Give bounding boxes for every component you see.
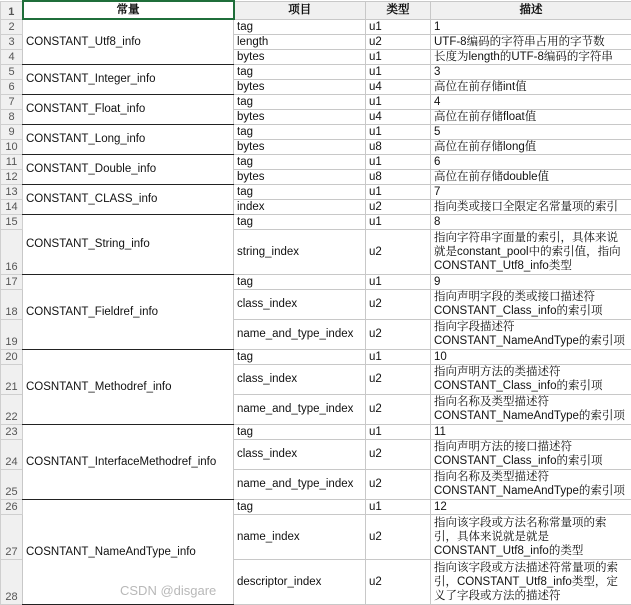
- type-cell[interactable]: u2: [366, 469, 431, 499]
- item-cell[interactable]: tag: [234, 274, 366, 289]
- description-cell[interactable]: 高位在前存储int值: [431, 79, 631, 94]
- description-cell[interactable]: 5: [431, 124, 631, 139]
- item-cell[interactable]: name_and_type_index: [234, 469, 366, 499]
- description-cell[interactable]: 指向名称及类型描述符CONSTANT_NameAndType的索引项: [431, 394, 631, 424]
- row-number[interactable]: 12: [1, 169, 23, 184]
- type-cell[interactable]: u2: [366, 439, 431, 469]
- description-cell[interactable]: UTF-8编码的字符串占用的字节数: [431, 34, 631, 49]
- table-row: [1, 19, 631, 34]
- description-cell[interactable]: 高位在前存储float值: [431, 109, 631, 124]
- type-cell[interactable]: u1: [366, 154, 431, 169]
- item-cell[interactable]: tag: [234, 184, 366, 199]
- item-cell[interactable]: tag: [234, 424, 366, 439]
- type-cell[interactable]: u1: [366, 64, 431, 79]
- type-cell[interactable]: u1: [366, 19, 431, 34]
- type-cell[interactable]: u2: [366, 559, 431, 604]
- description-cell[interactable]: 11: [431, 424, 631, 439]
- row-number[interactable]: 16: [1, 229, 23, 274]
- row-number[interactable]: 10: [1, 139, 23, 154]
- watermark: CSDN @disgare: [120, 583, 217, 598]
- type-cell[interactable]: u2: [366, 514, 431, 559]
- table-row: [1, 499, 631, 514]
- row-number[interactable]: 20: [1, 349, 23, 364]
- type-cell[interactable]: u2: [366, 394, 431, 424]
- description-cell[interactable]: 6: [431, 154, 631, 169]
- item-cell[interactable]: name_index: [234, 514, 366, 559]
- description-cell[interactable]: 4: [431, 94, 631, 109]
- row-number[interactable]: 5: [1, 64, 23, 79]
- type-cell[interactable]: u2: [366, 364, 431, 394]
- type-cell[interactable]: u1: [366, 184, 431, 199]
- header-cell-description[interactable]: 描述: [431, 1, 631, 19]
- item-cell[interactable]: index: [234, 199, 366, 214]
- description-cell[interactable]: 9: [431, 274, 631, 289]
- header-cell-item[interactable]: 项目: [234, 1, 366, 19]
- table-row: [1, 274, 631, 289]
- description-cell[interactable]: 指向声明方法的类描述符CONSTANT_Class_info的索引项: [431, 364, 631, 394]
- table-row: [1, 424, 631, 439]
- constant-name-cell[interactable]: COSNTANT_Methodref_info: [23, 349, 234, 424]
- constant-name-cell[interactable]: COSNTANT_NameAndType_info: [23, 499, 234, 604]
- description-cell[interactable]: 1: [431, 19, 631, 34]
- type-cell[interactable]: u1: [366, 499, 431, 514]
- item-cell[interactable]: tag: [234, 124, 366, 139]
- row-number[interactable]: 7: [1, 94, 23, 109]
- description-cell[interactable]: 指向字符串字面量的索引，具体来说就是constant_pool中的索引值，指向CONSTANT_Utf8_info类型: [431, 229, 631, 274]
- header-row: [1, 1, 631, 19]
- row-number[interactable]: 24: [1, 439, 23, 469]
- header-cell-type[interactable]: 类型: [366, 1, 431, 19]
- description-cell[interactable]: 12: [431, 499, 631, 514]
- item-cell[interactable]: bytes: [234, 49, 366, 64]
- table-row: [1, 64, 631, 79]
- table-row: [1, 124, 631, 139]
- row-number[interactable]: 3: [1, 34, 23, 49]
- row-number[interactable]: 28: [1, 559, 23, 604]
- item-cell[interactable]: bytes: [234, 139, 366, 154]
- item-cell[interactable]: class_index: [234, 364, 366, 394]
- item-cell[interactable]: tag: [234, 19, 366, 34]
- table-row: [1, 184, 631, 199]
- table-row: [1, 349, 631, 364]
- description-cell[interactable]: 高位在前存储double值: [431, 169, 631, 184]
- type-cell[interactable]: u4: [366, 109, 431, 124]
- item-cell[interactable]: string_index: [234, 229, 366, 274]
- row-number[interactable]: 26: [1, 499, 23, 514]
- description-cell[interactable]: 高位在前存储long值: [431, 139, 631, 154]
- row-number[interactable]: 18: [1, 289, 23, 319]
- constant-name-cell[interactable]: CONSTANT_String_info: [23, 214, 234, 274]
- item-cell[interactable]: bytes: [234, 109, 366, 124]
- row-number[interactable]: 23: [1, 424, 23, 439]
- type-cell[interactable]: u1: [366, 94, 431, 109]
- item-cell[interactable]: tag: [234, 499, 366, 514]
- row-number[interactable]: 27: [1, 514, 23, 559]
- row-number[interactable]: 4: [1, 49, 23, 64]
- row-number[interactable]: 6: [1, 79, 23, 94]
- table-row: [1, 214, 631, 229]
- description-cell[interactable]: 指向该字段或方法名称常量项的索引，具体来说就是就是CONSTANT_Utf8_info的类型: [431, 514, 631, 559]
- description-cell[interactable]: 指向声明字段的类或接口描述符CONSTANT_Class_info的索引项: [431, 289, 631, 319]
- item-cell[interactable]: length: [234, 34, 366, 49]
- description-cell[interactable]: 指向类或接口全限定名常量项的索引: [431, 199, 631, 214]
- row-number[interactable]: 22: [1, 394, 23, 424]
- description-cell[interactable]: 指向字段描述符CONSTANT_NameAndType的索引项: [431, 319, 631, 349]
- item-cell[interactable]: class_index: [234, 289, 366, 319]
- row-number[interactable]: 14: [1, 199, 23, 214]
- type-cell[interactable]: u1: [366, 49, 431, 64]
- row-number[interactable]: 21: [1, 364, 23, 394]
- type-cell[interactable]: u8: [366, 139, 431, 154]
- row-number[interactable]: 8: [1, 109, 23, 124]
- table-row: [1, 154, 631, 169]
- row-number[interactable]: 17: [1, 274, 23, 289]
- constant-name-cell[interactable]: CONSTANT_Fieldref_info: [23, 274, 234, 349]
- item-cell[interactable]: name_and_type_index: [234, 394, 366, 424]
- row-number[interactable]: 13: [1, 184, 23, 199]
- type-cell[interactable]: u1: [366, 349, 431, 364]
- item-cell[interactable]: tag: [234, 214, 366, 229]
- row-number[interactable]: 25: [1, 469, 23, 499]
- description-cell[interactable]: 8: [431, 214, 631, 229]
- row-number[interactable]: 2: [1, 19, 23, 34]
- row-number[interactable]: 9: [1, 124, 23, 139]
- item-cell[interactable]: bytes: [234, 79, 366, 94]
- item-cell[interactable]: name_and_type_index: [234, 319, 366, 349]
- constant-name-cell[interactable]: COSNTANT_InterfaceMethodref_info: [23, 424, 234, 499]
- description-cell[interactable]: 10: [431, 349, 631, 364]
- item-cell[interactable]: tag: [234, 94, 366, 109]
- table-row: [1, 94, 631, 109]
- constant-name-cell[interactable]: CONSTANT_CLASS_info: [23, 184, 234, 214]
- type-cell[interactable]: u1: [366, 274, 431, 289]
- type-cell[interactable]: u2: [366, 289, 431, 319]
- type-cell[interactable]: u2: [366, 229, 431, 274]
- description-cell[interactable]: 3: [431, 64, 631, 79]
- constant-name-cell[interactable]: CONSTANT_Float_info: [23, 94, 234, 124]
- item-cell[interactable]: bytes: [234, 169, 366, 184]
- type-cell[interactable]: u8: [366, 169, 431, 184]
- constant-name-cell[interactable]: CONSTANT_Integer_info: [23, 64, 234, 94]
- item-cell[interactable]: tag: [234, 154, 366, 169]
- row-number[interactable]: 11: [1, 154, 23, 169]
- constant-name-cell[interactable]: CONSTANT_Long_info: [23, 124, 234, 154]
- type-cell[interactable]: u1: [366, 124, 431, 139]
- type-cell[interactable]: u2: [366, 319, 431, 349]
- constant-name-cell[interactable]: CONSTANT_Utf8_info: [23, 19, 234, 64]
- type-cell[interactable]: u2: [366, 34, 431, 49]
- type-cell[interactable]: u2: [366, 199, 431, 214]
- item-cell[interactable]: tag: [234, 64, 366, 79]
- item-cell[interactable]: descriptor_index: [234, 559, 366, 604]
- description-cell[interactable]: 指向名称及类型描述符CONSTANT_NameAndType的索引项: [431, 469, 631, 499]
- row-number[interactable]: 1: [1, 1, 23, 19]
- type-cell[interactable]: u1: [366, 424, 431, 439]
- description-cell[interactable]: 长度为length的UTF-8编码的字符串: [431, 49, 631, 64]
- description-cell[interactable]: 指向声明方法的接口描述符CONSTANT_Class_info的索引项: [431, 439, 631, 469]
- row-number[interactable]: 15: [1, 214, 23, 229]
- row-number[interactable]: 19: [1, 319, 23, 349]
- type-cell[interactable]: u4: [366, 79, 431, 94]
- description-cell[interactable]: 指向该字段或方法描述符常量项的索引，CONSTANT_Utf8_info类型，定义了字段或方法的描述符: [431, 559, 631, 604]
- constant-name-cell[interactable]: CONSTANT_Double_info: [23, 154, 234, 184]
- item-cell[interactable]: tag: [234, 349, 366, 364]
- type-cell[interactable]: u1: [366, 214, 431, 229]
- header-cell-constant[interactable]: 常量: [23, 1, 234, 19]
- description-cell[interactable]: 7: [431, 184, 631, 199]
- item-cell[interactable]: class_index: [234, 439, 366, 469]
